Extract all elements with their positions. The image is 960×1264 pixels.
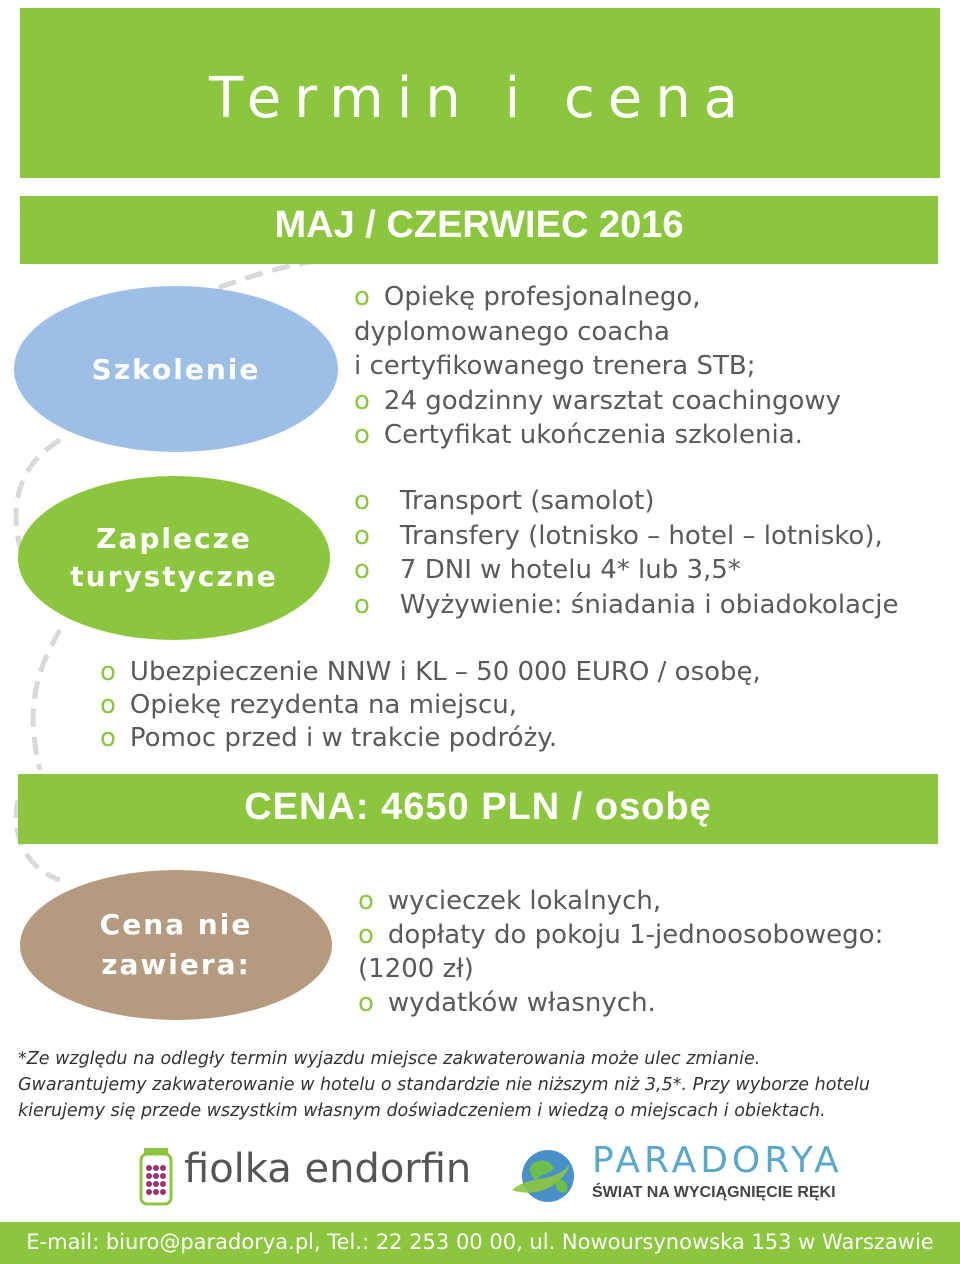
paradorya-logo <box>510 1142 860 1208</box>
footnote-line: kierujemy się przede wszystkim własnym doświadczeniem i wiedzą o miejscach i obiektach. <box>18 1101 826 1121</box>
zaplecze-label-line2: turystyczne <box>70 560 278 593</box>
bullet-icon: o <box>354 589 370 620</box>
title-banner <box>20 8 940 178</box>
list-item: dyplomowanego coacha <box>354 316 670 347</box>
list-item: (1200 zł) <box>358 954 474 984</box>
list-item: o 7 DNI w hotelu 4* lub 3,5* <box>354 555 741 585</box>
cena-nie-list <box>358 884 883 1020</box>
bullet-icon: o <box>354 555 370 585</box>
zaplecze-label-line1: Zaplecze <box>96 522 252 555</box>
fiolka-endorfin-text: fiolka endorfin <box>184 1146 472 1192</box>
list-item: o Transport (samolot) <box>354 486 655 516</box>
list-item: o dopłaty do pokoju 1-jednoosobowego: <box>358 920 884 950</box>
bullet-icon: o <box>354 385 370 416</box>
szkolenie-list <box>354 280 841 453</box>
szkolenie-circle <box>14 286 338 452</box>
zaplecze-circle <box>18 476 330 640</box>
list-item: o Pomoc przed i w trakcie podróży. <box>100 723 558 753</box>
cena-nie-label-line1: Cena nie <box>99 908 253 941</box>
bullet-icon: o <box>354 486 370 516</box>
szkolenie-label: Szkolenie <box>91 352 261 386</box>
list-item: o wycieczek lokalnych, <box>358 886 662 916</box>
paradorya-name: PARADORYA <box>592 1140 843 1181</box>
list-item: o Certyfikat ukończenia szkolenia. <box>354 420 803 450</box>
bullet-icon: o <box>354 282 370 312</box>
fiolka-endorfin-logo <box>138 1146 472 1206</box>
zaplecze-list <box>354 484 899 622</box>
bullet-icon: o <box>354 520 370 551</box>
footer-contact: E-mail: biuro@paradorya.pl, Tel.: 22 253 00 00, ul. Nowoursynowska 153 w Warszawie <box>26 1230 934 1254</box>
globe-icon <box>510 1144 588 1206</box>
bullet-icon: o <box>358 988 374 1018</box>
footnote-line: *Ze względu na odległy termin wyjazdu miejsce zakwaterowania może ulec zmianie. <box>18 1049 761 1069</box>
list-item: o wydatków własnych. <box>358 988 656 1018</box>
footnote-line: Gwarantujemy zakwaterowanie w hotelu o standardzie nie niższym niż 3,5*. Przy wyborze hotelu <box>18 1075 871 1095</box>
bullet-icon: o <box>100 657 116 687</box>
vial-icon <box>138 1146 178 1206</box>
price-banner <box>18 774 938 844</box>
bullet-icon: o <box>358 920 374 950</box>
footer-bar <box>0 1222 960 1264</box>
list-item: i certyfikowanego trenera STB; <box>354 351 756 381</box>
list-item: o Transfery (lotnisko – hotel – lotnisko), <box>354 520 883 551</box>
extra-list <box>100 656 761 755</box>
cena-nie-zawiera-circle <box>20 870 332 1020</box>
page-title: Termin i cena <box>209 66 751 131</box>
date-banner-text: MAJ / CZERWIEC 2016 <box>274 204 684 246</box>
bullet-icon: o <box>100 690 116 720</box>
list-item: o Wyżywienie: śniadania i obiadokolacje <box>354 589 899 620</box>
footnote <box>18 1046 942 1124</box>
bullet-icon: o <box>354 420 370 450</box>
cena-nie-label-line2: zawiera: <box>101 948 251 981</box>
date-banner <box>20 196 938 264</box>
list-item: o Ubezpieczenie NNW i KL – 50 000 EURO / osobę, <box>100 657 761 687</box>
list-item: o 24 godzinny warsztat coachingowy <box>354 385 842 416</box>
bullet-icon: o <box>358 886 374 916</box>
bullet-icon: o <box>100 723 116 753</box>
paradorya-tagline: ŚWIAT NA WYCIĄGNIĘCIE RĘKI <box>592 1184 836 1201</box>
list-item: o Opiekę rezydenta na miejscu, <box>100 690 517 720</box>
list-item: o Opiekę profesjonalnego, <box>354 282 701 312</box>
price-banner-text: CENA: 4650 PLN / osobę <box>244 786 712 828</box>
